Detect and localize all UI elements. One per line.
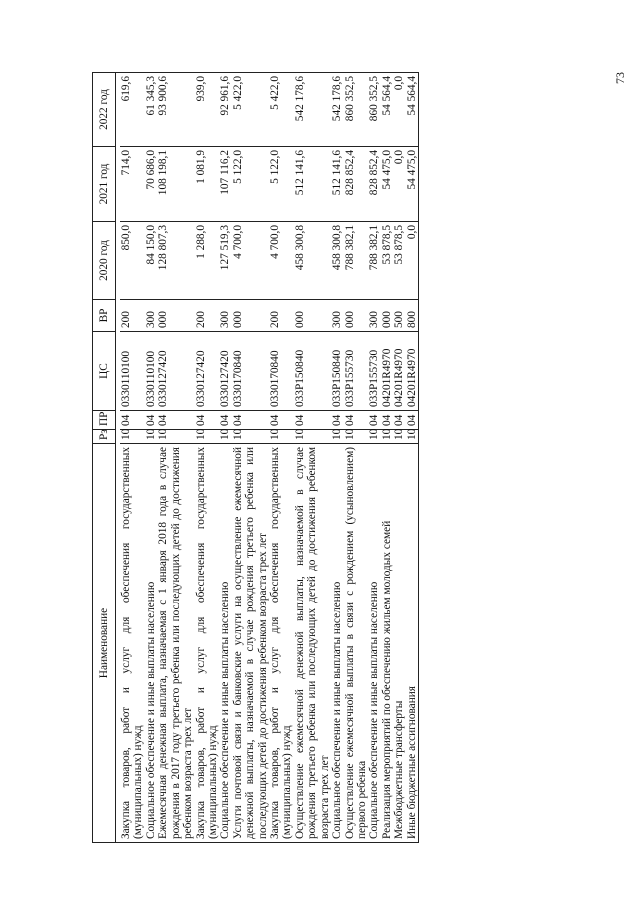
row-name: Услуги почтовой связи и банковские услуги на осуществление ежемесячной денежной выплаты, назначаемой в случае рождения третьего ребенка или последующих детей до достижения ребенком возраста трех лет bbox=[232, 444, 269, 843]
rotated-table-container bbox=[92, 73, 527, 843]
row-2022: 542 178,6 bbox=[294, 73, 331, 147]
row-cs: 033P155730 bbox=[368, 332, 380, 411]
row-2022: 5 422,0 bbox=[232, 73, 269, 147]
row-name: Осуществление ежемесячной выплаты в связи с рождением (усыновлением) первого ребенка bbox=[344, 444, 369, 843]
row-rz: 10 bbox=[120, 430, 145, 444]
row-cs: 033P155730 bbox=[344, 332, 369, 411]
row-2022: 54 564,4 bbox=[381, 73, 393, 147]
table-row bbox=[219, 73, 231, 843]
budget-table bbox=[92, 72, 419, 843]
row-rz: 10 bbox=[381, 430, 393, 444]
row-2020: 84 150,0 bbox=[145, 222, 157, 300]
row-2022: 61 345,3 bbox=[145, 73, 157, 147]
row-cs: 04201R4970 bbox=[393, 332, 405, 411]
row-vr: 000 bbox=[232, 300, 269, 332]
page-number: 73 bbox=[613, 72, 627, 84]
row-2021: 828 852,4 bbox=[368, 147, 380, 222]
row-2022: 939,0 bbox=[195, 73, 220, 147]
row-cs: 0330110100 bbox=[120, 332, 145, 411]
row-rz: 10 bbox=[331, 430, 343, 444]
row-vr: 000 bbox=[381, 300, 393, 332]
row-2021: 54 475,0 bbox=[406, 147, 419, 222]
row-2021: 5 122,0 bbox=[232, 147, 269, 222]
row-name: Закупка товаров, работ и услуг для обеспечения государственных (муниципальных) нужд bbox=[195, 444, 220, 843]
row-rz: 10 bbox=[344, 430, 369, 444]
row-rz: 10 bbox=[368, 430, 380, 444]
header-rz: Рз bbox=[93, 430, 116, 444]
row-2021: 512 141,6 bbox=[294, 147, 331, 222]
row-rz: 10 bbox=[269, 430, 294, 444]
row-name: Социальное обеспечение и иные выплаты населению bbox=[219, 444, 231, 843]
row-cs: 033P150840 bbox=[294, 332, 331, 411]
row-name: Реализация мероприятий по обеспечению жильем молодых семей bbox=[381, 444, 393, 843]
row-pr: 04 bbox=[393, 411, 405, 430]
row-pr: 04 bbox=[195, 411, 220, 430]
row-cs: 0330170840 bbox=[269, 332, 294, 411]
row-vr: 200 bbox=[195, 300, 220, 332]
row-pr: 04 bbox=[381, 411, 393, 430]
table-row bbox=[195, 73, 220, 843]
row-2022: 619,6 bbox=[120, 73, 145, 147]
row-cs: 0330170840 bbox=[232, 332, 269, 411]
row-name: Межбюджетные трансферты bbox=[393, 444, 405, 843]
row-2022: 542 178,6 bbox=[331, 73, 343, 147]
header-name: Наименование bbox=[93, 444, 116, 843]
row-2021: 512 141,6 bbox=[331, 147, 343, 222]
table-row bbox=[120, 73, 145, 843]
row-pr: 04 bbox=[294, 411, 331, 430]
row-pr: 04 bbox=[269, 411, 294, 430]
row-2021: 54 475,0 bbox=[381, 147, 393, 222]
header-2022: 2022 год bbox=[93, 73, 116, 147]
row-2022: 860 352,5 bbox=[344, 73, 369, 147]
row-vr: 500 bbox=[393, 300, 405, 332]
table-row bbox=[344, 73, 369, 843]
row-2021: 108 198,1 bbox=[157, 147, 194, 222]
row-2020: 127 519,3 bbox=[219, 222, 231, 300]
row-vr: 300 bbox=[145, 300, 157, 332]
row-2022: 93 900,6 bbox=[157, 73, 194, 147]
row-vr: 200 bbox=[269, 300, 294, 332]
row-2020: 4 700,0 bbox=[232, 222, 269, 300]
row-pr: 04 bbox=[120, 411, 145, 430]
row-name: Социальное обеспечение и иные выплаты населению bbox=[331, 444, 343, 843]
row-pr: 04 bbox=[157, 411, 194, 430]
row-cs: 0330127420 bbox=[219, 332, 231, 411]
row-name: Социальное обеспечение и иные выплаты населению bbox=[368, 444, 380, 843]
row-rz: 10 bbox=[393, 430, 405, 444]
row-cs: 0330110100 bbox=[145, 332, 157, 411]
header-2020: 2020 год bbox=[93, 222, 116, 300]
row-name: Закупка товаров, работ и услуг для обеспечения государственных (муниципальных) нужд bbox=[120, 444, 145, 843]
row-pr: 04 bbox=[219, 411, 231, 430]
row-cs: 0330127420 bbox=[195, 332, 220, 411]
table-row bbox=[368, 73, 380, 843]
row-name: Социальное обеспечение и иные выплаты населению bbox=[145, 444, 157, 843]
row-2021: 714,0 bbox=[120, 147, 145, 222]
row-vr: 200 bbox=[120, 300, 145, 332]
table-row bbox=[269, 73, 294, 843]
row-vr: 000 bbox=[157, 300, 194, 332]
row-cs: 04201R4970 bbox=[406, 332, 419, 411]
row-name: Закупка товаров, работ и услуг для обеспечения государственных (муниципальных) нужд bbox=[269, 444, 294, 843]
row-2022: 54 564,4 bbox=[406, 73, 419, 147]
row-2020: 788 382,1 bbox=[368, 222, 380, 300]
row-2020: 1 288,0 bbox=[195, 222, 220, 300]
row-2020: 850,0 bbox=[120, 222, 145, 300]
row-2021: 1 081,9 bbox=[195, 147, 220, 222]
row-2021: 0,0 bbox=[393, 147, 405, 222]
header-pr: ПР bbox=[93, 411, 116, 430]
row-name: Ежемесячная денежная выплата, назначаемая с 1 января 2018 года в случае рождения в 2017 году третьего ребенка или последующих детей до достижения ребенком возраста трех лет bbox=[157, 444, 194, 843]
header-vr: ВР bbox=[93, 300, 116, 332]
row-pr: 04 bbox=[232, 411, 269, 430]
row-vr: 000 bbox=[344, 300, 369, 332]
row-rz: 10 bbox=[406, 430, 419, 444]
row-2022: 860 352,5 bbox=[368, 73, 380, 147]
table-row bbox=[232, 73, 269, 843]
row-pr: 04 bbox=[344, 411, 369, 430]
row-2022: 0,0 bbox=[393, 73, 405, 147]
row-vr: 300 bbox=[219, 300, 231, 332]
table-row bbox=[145, 73, 157, 843]
row-rz: 10 bbox=[195, 430, 220, 444]
header-2021: 2021 год bbox=[93, 147, 116, 222]
row-cs: 033P150840 bbox=[331, 332, 343, 411]
table-header-row bbox=[93, 73, 116, 843]
row-2020: 0,0 bbox=[406, 222, 419, 300]
row-rz: 10 bbox=[232, 430, 269, 444]
row-2020: 458 300,8 bbox=[331, 222, 343, 300]
header-cs: ЦС bbox=[93, 332, 116, 411]
table-row bbox=[393, 73, 405, 843]
row-2020: 4 700,0 bbox=[269, 222, 294, 300]
row-2020: 128 807,3 bbox=[157, 222, 194, 300]
row-vr: 000 bbox=[294, 300, 331, 332]
row-cs: 0330127420 bbox=[157, 332, 194, 411]
row-2021: 828 852,4 bbox=[344, 147, 369, 222]
row-name: Осуществление ежемесячной денежной выплаты, назначаемой в случае рождения третьего ребенка или последующих детей до достижения ребенком возраста трех лет bbox=[294, 444, 331, 843]
table-row bbox=[381, 73, 393, 843]
row-vr: 300 bbox=[331, 300, 343, 332]
row-2021: 107 116,2 bbox=[219, 147, 231, 222]
row-rz: 10 bbox=[145, 430, 157, 444]
row-vr: 300 bbox=[368, 300, 380, 332]
row-rz: 10 bbox=[157, 430, 194, 444]
row-pr: 04 bbox=[406, 411, 419, 430]
row-cs: 04201R4970 bbox=[381, 332, 393, 411]
row-2020: 53 878,5 bbox=[393, 222, 405, 300]
row-2021: 5 122,0 bbox=[269, 147, 294, 222]
table-row bbox=[331, 73, 343, 843]
row-pr: 04 bbox=[145, 411, 157, 430]
row-2020: 53 878,5 bbox=[381, 222, 393, 300]
row-2020: 458 300,8 bbox=[294, 222, 331, 300]
row-2021: 70 686,0 bbox=[145, 147, 157, 222]
row-name: Иные бюджетные ассигнования bbox=[406, 444, 419, 843]
table-row bbox=[157, 73, 194, 843]
row-pr: 04 bbox=[368, 411, 380, 430]
row-vr: 800 bbox=[406, 300, 419, 332]
row-rz: 10 bbox=[219, 430, 231, 444]
table-row bbox=[406, 73, 419, 843]
table-row bbox=[294, 73, 331, 843]
row-pr: 04 bbox=[331, 411, 343, 430]
row-2022: 92 961,6 bbox=[219, 73, 231, 147]
row-rz: 10 bbox=[294, 430, 331, 444]
row-2022: 5 422,0 bbox=[269, 73, 294, 147]
row-2020: 788 382,1 bbox=[344, 222, 369, 300]
